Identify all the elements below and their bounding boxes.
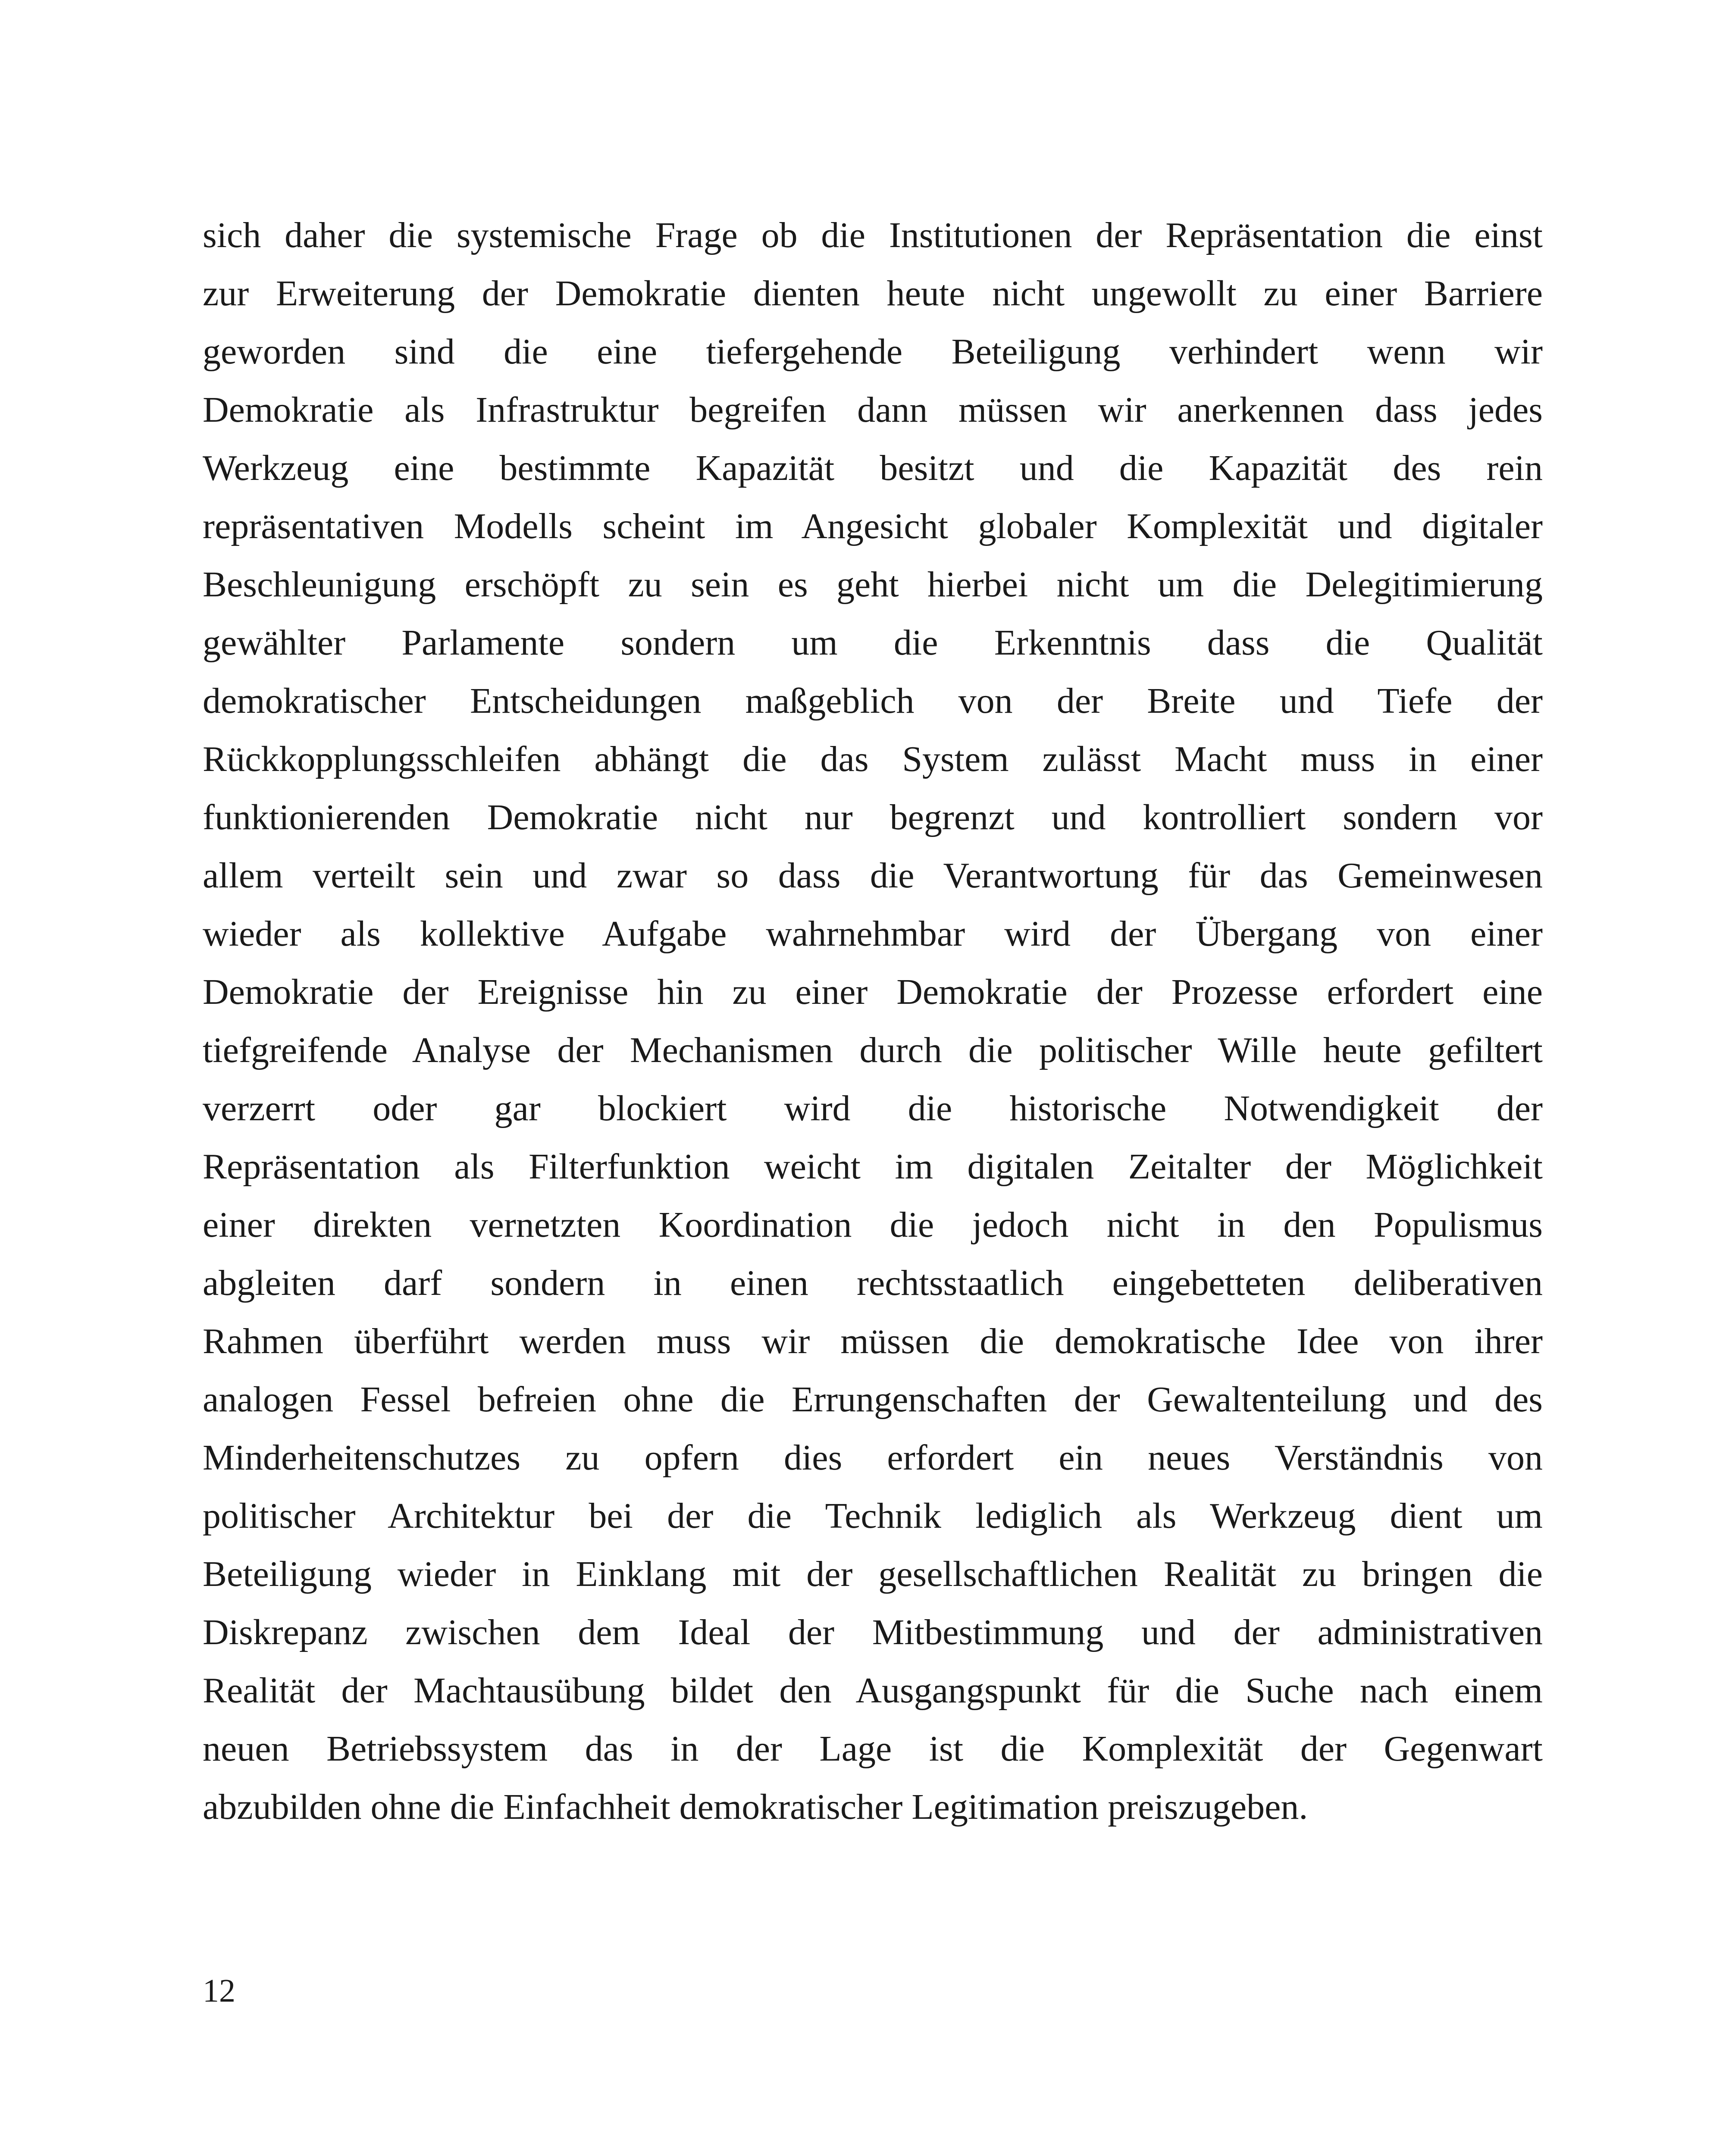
- text-line: Rahmen überführt werden muss wir müssen die demokratische Idee von ihrer: [203, 1321, 1543, 1361]
- body-paragraph: [203, 206, 1543, 1836]
- text-line: verzerrt oder gar blockiert wird die historische Notwendigkeit der: [203, 1088, 1543, 1128]
- text-line: Diskrepanz zwischen dem Ideal der Mitbestimmung und der administrativen: [203, 1612, 1543, 1652]
- text-line: Minderheitenschutzes zu opfern dies erfordert ein neues Verständnis von: [203, 1438, 1543, 1478]
- text-line: sich daher die systemische Frage ob die Institutionen der Repräsentation die einst: [203, 215, 1543, 255]
- text-line: analogen Fessel befreien ohne die Errungenschaften der Gewaltenteilung und des: [203, 1379, 1543, 1420]
- text-line: Beschleunigung erschöpft zu sein es geht hierbei nicht um die Delegitimierung: [203, 564, 1543, 605]
- page-number: 12: [203, 1973, 235, 2009]
- text-line: Beteiligung wieder in Einklang mit der gesellschaftlichen Realität zu bringen die: [203, 1554, 1543, 1594]
- text-line: Demokratie als Infrastruktur begreifen dann müssen wir anerkennen dass jedes: [203, 390, 1543, 430]
- text-line: wieder als kollektive Aufgabe wahrnehmbar wird der Übergang von einer: [203, 914, 1543, 954]
- text-line: geworden sind die eine tiefergehende Beteiligung verhindert wenn wir: [203, 332, 1543, 372]
- text-line: Werkzeug eine bestimmte Kapazität besitzt und die Kapazität des rein: [203, 448, 1543, 488]
- text-line: demokratischer Entscheidungen maßgeblich von der Breite und Tiefe der: [203, 681, 1543, 721]
- text-line: Rückkopplungsschleifen abhängt die das System zulässt Macht muss in einer: [203, 739, 1543, 779]
- text-line: tiefgreifende Analyse der Mechanismen durch die politischer Wille heute gefiltert: [203, 1030, 1543, 1070]
- text-line: neuen Betriebssystem das in der Lage ist die Komplexität der Gegenwart: [203, 1729, 1543, 1769]
- text-line: Demokratie der Ereignisse hin zu einer Demokratie der Prozesse erfordert eine: [203, 972, 1543, 1012]
- text-line: Repräsentation als Filterfunktion weicht im digitalen Zeitalter der Möglichkeit: [203, 1147, 1543, 1187]
- text-line: politischer Architektur bei der die Technik lediglich als Werkzeug dient um: [203, 1496, 1543, 1536]
- text-line: zur Erweiterung der Demokratie dienten heute nicht ungewollt zu einer Barriere: [203, 273, 1543, 313]
- text-line: funktionierenden Demokratie nicht nur begrenzt und kontrolliert sondern vor: [203, 797, 1543, 837]
- text-line: repräsentativen Modells scheint im Angesicht globaler Komplexität und digitaler: [203, 506, 1543, 546]
- text-line: abgleiten darf sondern in einen rechtsstaatlich eingebetteten deliberativen: [203, 1263, 1543, 1303]
- text-line-last: abzubilden ohne die Einfachheit demokratischer Legitimation preiszugeben.: [203, 1787, 1308, 1827]
- text-line: einer direkten vernetzten Koordination die jedoch nicht in den Populismus: [203, 1205, 1543, 1245]
- text-line: allem verteilt sein und zwar so dass die Verantwortung für das Gemeinwesen: [203, 856, 1543, 896]
- text-line: Realität der Machtausübung bildet den Ausgangspunkt für die Suche nach einem: [203, 1670, 1543, 1711]
- text-line: gewählter Parlamente sondern um die Erkenntnis dass die Qualität: [203, 623, 1543, 663]
